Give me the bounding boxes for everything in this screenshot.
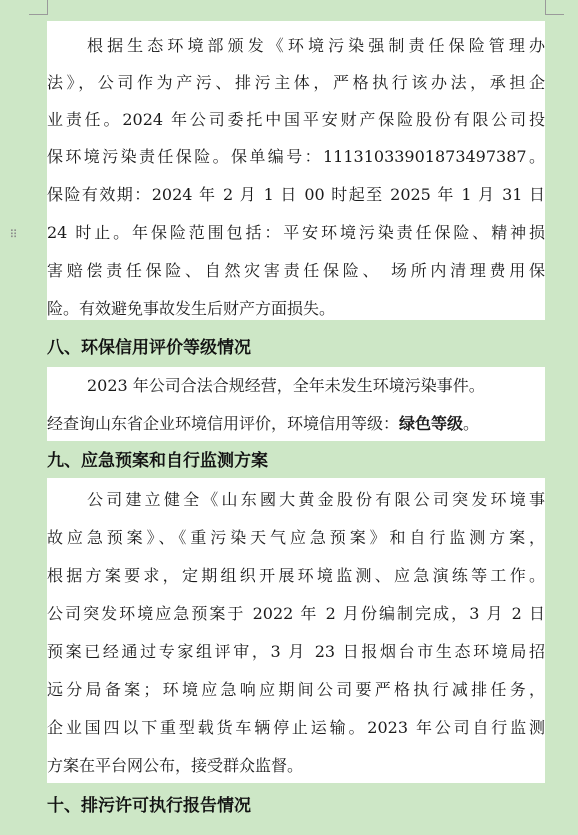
paragraph-line: 保险有效期：2024 年 2 月 1 日 00 时起至 2025 年 1 月 31 日: [47, 185, 545, 204]
drag-handle-icon[interactable]: ⠿: [9, 227, 19, 241]
section-heading-10: 十、排污许可执行报告情况: [47, 796, 251, 816]
section-heading-9: 九、应急预案和自行监测方案: [47, 451, 268, 471]
paragraph-line: 预案已经通过专家组评审，3 月 23 日报烟台市生态环境局招: [47, 642, 545, 661]
paragraph-line: 保环境污染责任保险。保单编号：11131033901873497387。: [47, 147, 545, 166]
paragraph-line-credit-rating: [47, 405, 545, 442]
page-corner-top-left: [29, 0, 48, 15]
paragraph-line: 害赔偿责任保险、自然灾害责任保险、 场所内清理费用保: [47, 261, 545, 280]
paragraph-line: 2023 年公司合法合规经营，全年未发生环境污染事件。: [87, 376, 485, 395]
paragraph-line: 方案在平台网公布，接受群众监督。: [47, 756, 304, 775]
paragraph-line: 故应急预案》、《重污染天气应急预案》和自行监测方案，: [47, 528, 545, 547]
paragraph-line: 公司建立健全《山东國大黄金股份有限公司突发环境事: [87, 490, 545, 509]
page-corner-top-right: [545, 0, 564, 15]
paragraph-line: 业责任。2024 年公司委托中国平安财产保险股份有限公司投: [47, 110, 545, 129]
credit-rating-prefix: 经查询山东省企业环境信用评价，环境信用等级：: [47, 414, 400, 433]
paragraph-line: 24 时止。年保险范围包括：平安环境污染责任保险、精神损: [47, 223, 545, 242]
paragraph-line: 法》，公司作为产污、排污主体，严格执行该办法，承担企: [47, 73, 545, 92]
credit-rating-suffix: 。: [463, 414, 480, 433]
paragraph-line: 险。有效避免事故发生后财产方面损失。: [47, 299, 336, 318]
paragraph-line: 根据方案要求，定期组织开展环境监测、应急演练等工作。: [47, 566, 545, 585]
paragraph-line: 企业国四以下重型载货车辆停止运输。2023 年公司自行监测: [47, 718, 545, 737]
credit-rating-value: 绿色等级: [399, 414, 464, 433]
paragraph-line: 远分局备案；环境应急响应期间公司要严格执行减排任务，: [47, 680, 545, 699]
section-heading-8: 八、环保信用评价等级情况: [47, 338, 251, 358]
paragraph-line: 公司突发环境应急预案于 2022 年 2 月份编制完成，3 月 2 日: [47, 604, 545, 623]
paragraph-line: 根据生态环境部颁发《环境污染强制责任保险管理办: [87, 36, 545, 55]
